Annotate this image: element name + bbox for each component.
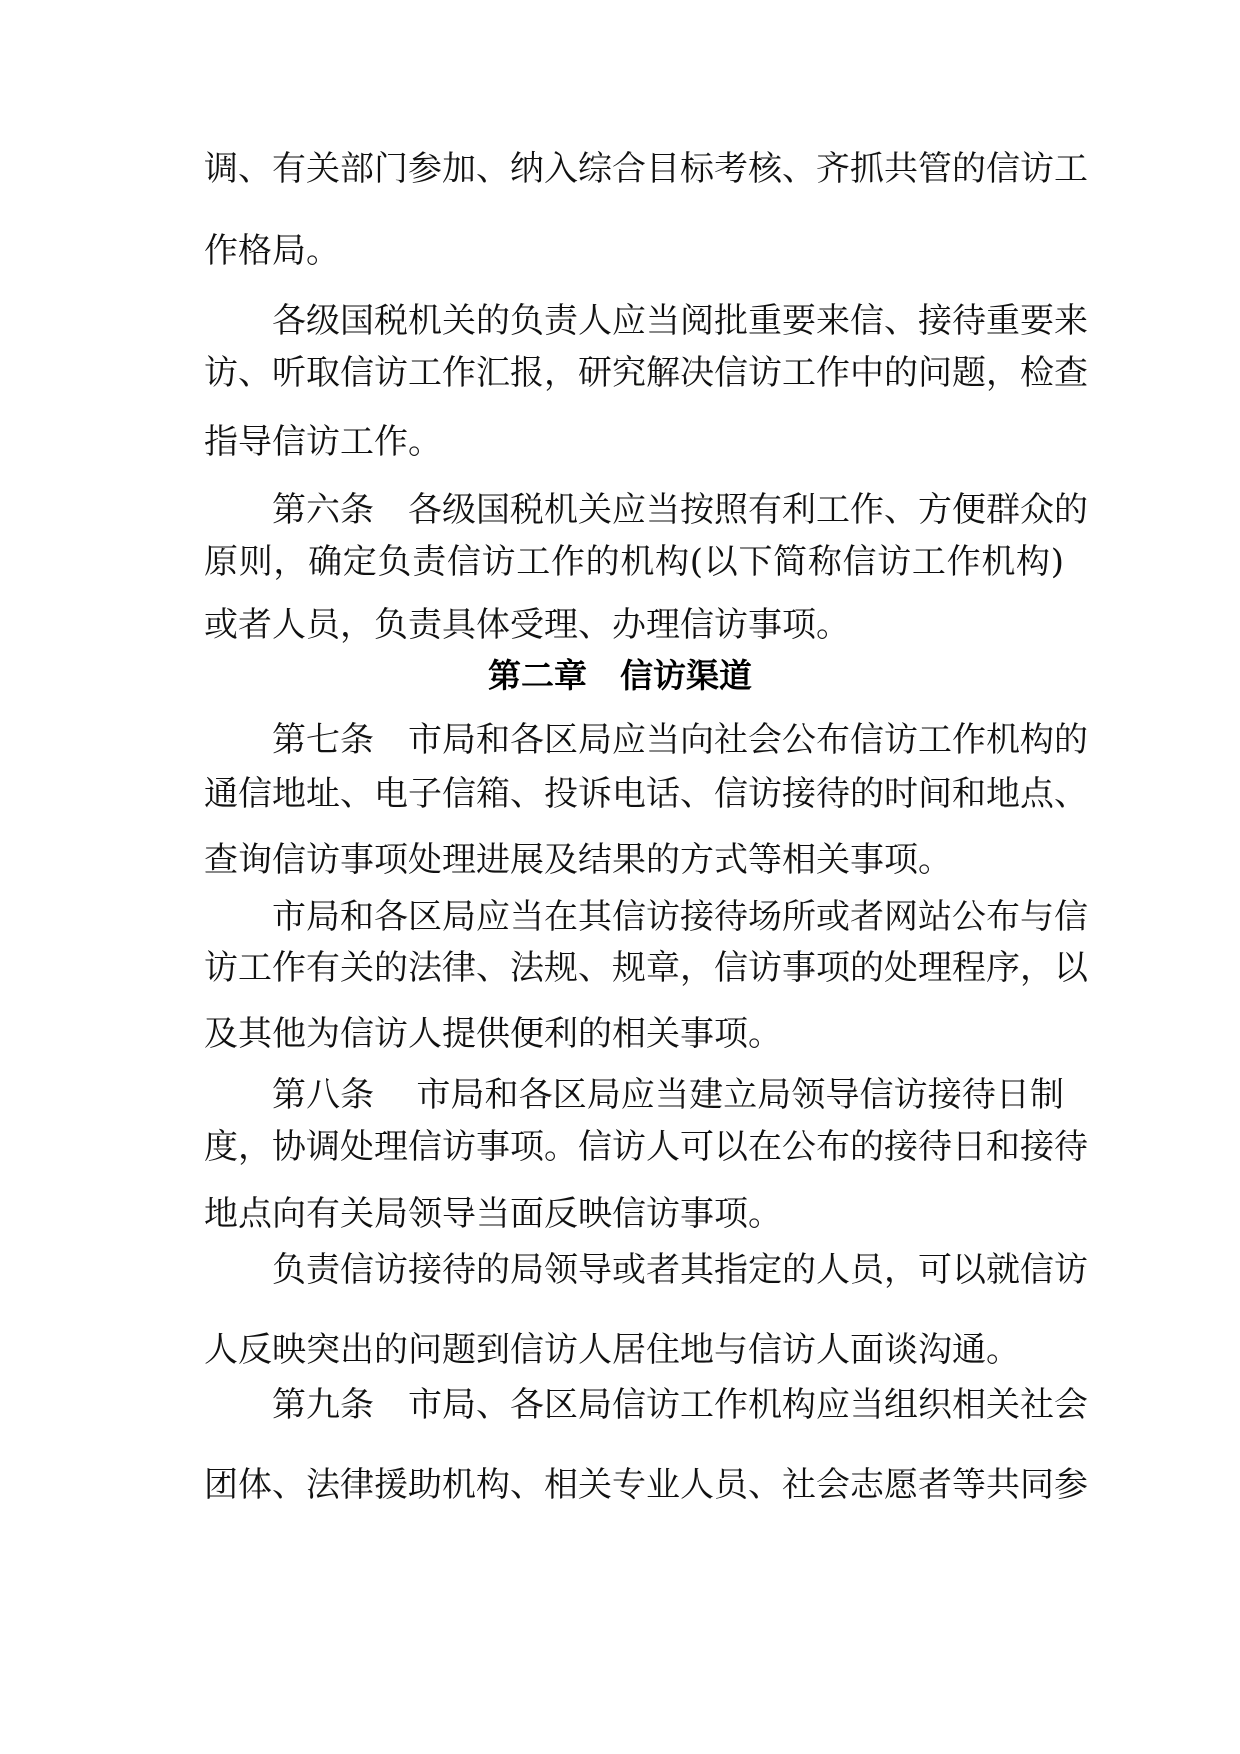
article-9-line-1 [272,1381,1088,1429]
article-8-line-2: 度，协调处理信访事项。信访人可以在公布的接待日和接待 [204,1127,1088,1167]
para-1-line-1: 调、有关部门参加、纳入综合目标考核、齐抓共管的信访工 [204,149,1088,189]
article-8-label: 第八条 [272,1075,375,1115]
article-8-text-1: 市局和各区局应当建立局领导信访接待日制 [416,1075,1065,1115]
para-1-line-2: 作格局。 [204,231,340,271]
chapter-2-heading: 第二章 信访渠道 [488,656,752,695]
para-8b-line-1: 负责信访接待的局领导或者其指定的人员，可以就信访 [272,1250,1088,1290]
para-2-line-1: 各级国税机关的负责人应当阅批重要来信、接待重要来 [272,301,1088,341]
article-7-text-1: 市局和各区局应当向社会公布信访工作机构的 [408,720,1088,760]
para-7b-line-1: 市局和各区局应当在其信访接待场所或者网站公布与信 [272,897,1088,937]
article-7-line-2: 通信地址、电子信箱、投诉电话、信访接待的时间和地点、 [204,774,1088,814]
para-2-line-3: 指导信访工作。 [204,422,442,462]
para-7b-line-3: 及其他为信访人提供便利的相关事项。 [204,1014,782,1054]
article-9-label: 第九条 [272,1385,374,1425]
article-7-line-3: 查询信访事项处理进展及结果的方式等相关事项。 [204,840,952,880]
article-6-text-1: 各级国税机关应当按照有利工作、方便群众的 [408,490,1088,530]
article-9-text-1: 市局、各区局信访工作机构应当组织相关社会 [408,1385,1088,1425]
article-8-line-3: 地点向有关局领导当面反映信访事项。 [204,1194,782,1234]
article-6-line-1 [272,486,1088,534]
para-2-line-2: 访、听取信访工作汇报，研究解决信访工作中的问题，检查 [204,353,1088,393]
para-7b-line-2: 访工作有关的法律、法规、规章，信访事项的处理程序，以 [204,948,1088,988]
article-6-line-3: 或者人员，负责具体受理、办理信访事项。 [204,605,850,645]
article-6-label: 第六条 [272,490,374,530]
article-6-line-2: 原则，确定负责信访工作的机构(以下简称信访工作机构) [204,542,1064,582]
article-7-label: 第七条 [272,720,374,760]
para-8b-line-2: 人反映突出的问题到信访人居住地与信访人面谈沟通。 [204,1330,1020,1370]
article-7-line-1 [272,716,1088,764]
article-8-line-1 [272,1071,1064,1119]
article-9-line-2: 团体、法律援助机构、相关专业人员、社会志愿者等共同参 [204,1465,1088,1505]
